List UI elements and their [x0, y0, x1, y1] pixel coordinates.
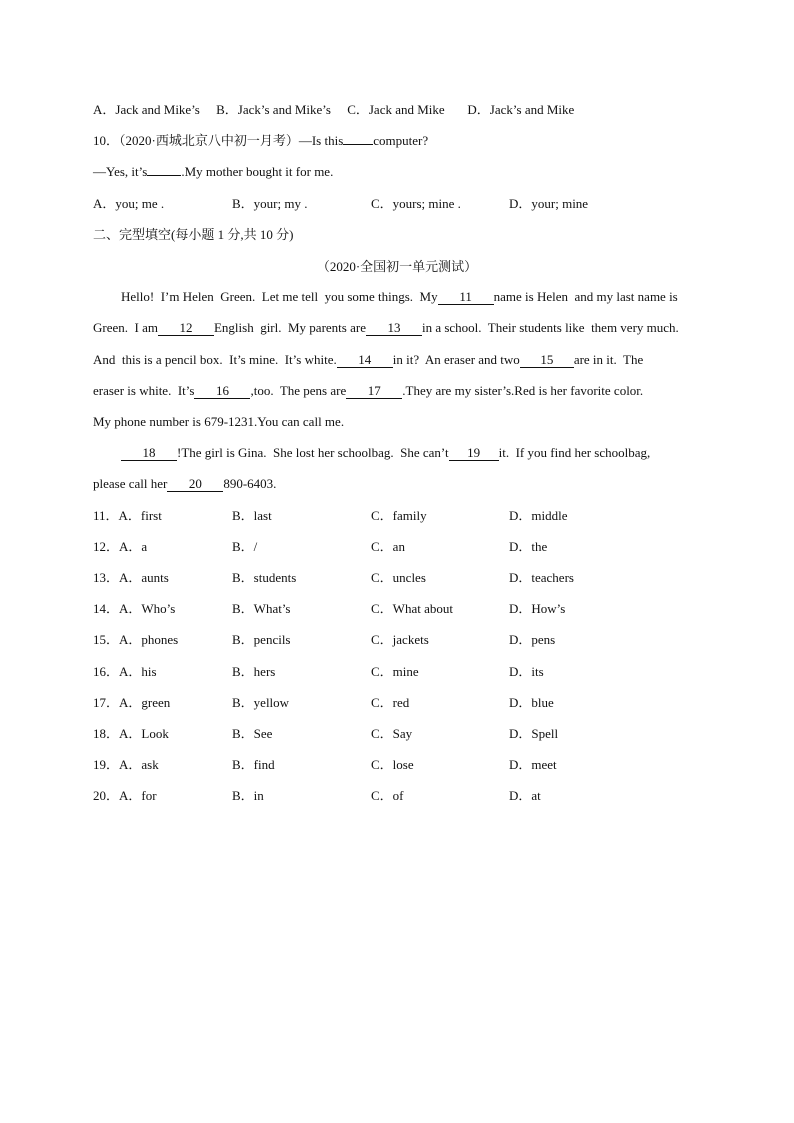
- question-option-a: 14．A．Who’s: [93, 601, 176, 616]
- question-option-b: B．find: [232, 757, 275, 772]
- question-option-c: C．family: [371, 508, 427, 523]
- question-option-d: D．at: [509, 788, 541, 803]
- question-row: [0, 507, 794, 525]
- question-option-b: B．students: [232, 570, 297, 585]
- question-option-c: C．uncles: [371, 570, 426, 585]
- question-option-c: C．an: [371, 539, 405, 554]
- question-row: [0, 725, 794, 743]
- passage-line-3: [93, 351, 643, 369]
- q10-blank-1: [343, 144, 373, 145]
- passage-line-2: [93, 319, 679, 337]
- blank-13: 13: [366, 320, 422, 336]
- question-row: [0, 569, 794, 587]
- question-option-c: C．What about: [371, 601, 453, 616]
- question-option-a: 15．A．phones: [93, 632, 179, 647]
- passage-text: ,too. The pens are: [250, 383, 347, 398]
- blank-11: 11: [438, 289, 494, 305]
- q10-option-b: B．your; my .: [232, 196, 308, 211]
- passage-text: eraser is white. It’s: [93, 383, 195, 398]
- passage-text: Green. I am: [93, 320, 158, 335]
- question-option-a: 17．A．green: [93, 695, 171, 710]
- passage-text: .They are my sister’s.Red is her favorite color.: [402, 383, 644, 398]
- q10-line2-after: .My mother bought it for me.: [181, 164, 334, 179]
- q10-option-d: D．your; mine: [509, 196, 589, 211]
- passage-line-5: My phone number is 679-1231.You can call me.: [93, 414, 345, 429]
- passage-line-6: [121, 444, 650, 462]
- question-option-a: 16．A．his: [93, 664, 157, 679]
- blank-15: 15: [520, 352, 574, 368]
- question-option-b: B．last: [232, 508, 272, 523]
- question-row: [0, 600, 794, 618]
- passage-text: And this is a pencil box. It’s mine. It’s white.: [93, 352, 337, 367]
- question-option-d: D．Spell: [509, 726, 559, 741]
- q10-prefix: 10．（2020·西城北京八中初一月考）—Is this: [93, 133, 344, 148]
- passage-text: in a school. Their students like them very much.: [421, 320, 679, 335]
- blank-19: 19: [449, 445, 499, 461]
- passage-text: 890-6403.: [223, 476, 277, 491]
- q10-option-a: A．you; me .: [93, 196, 165, 211]
- passage-text: it. If you find her schoolbag,: [498, 445, 651, 460]
- question-option-d: D．blue: [509, 695, 554, 710]
- question-row: [0, 538, 794, 556]
- question-option-a: 13．A．aunts: [93, 570, 169, 585]
- question-option-d: D．teachers: [509, 570, 574, 585]
- q10-options: [0, 195, 794, 213]
- question-row: [0, 694, 794, 712]
- blank-18: 18: [121, 445, 177, 461]
- question-option-d: D．How’s: [509, 601, 566, 616]
- blank-17: 17: [346, 383, 402, 399]
- question-option-a: 18．A．Look: [93, 726, 169, 741]
- question-option-b: B．/: [232, 539, 258, 554]
- question-option-b: B．in: [232, 788, 264, 803]
- question-option-c: C．of: [371, 788, 404, 803]
- question-row: [0, 787, 794, 805]
- passage-text: in it? An eraser and two: [392, 352, 520, 367]
- question-option-c: C．jackets: [371, 632, 429, 647]
- question-option-d: D．middle: [509, 508, 568, 523]
- question-option-b: B．yellow: [232, 695, 290, 710]
- question-option-c: C．Say: [371, 726, 413, 741]
- passage-line-7: [93, 475, 276, 493]
- question-option-b: B．What’s: [232, 601, 291, 616]
- blank-14: 14: [337, 352, 393, 368]
- passage-line-1: [121, 288, 678, 306]
- passage-text: are in it. The: [573, 352, 644, 367]
- question-option-d: D．meet: [509, 757, 557, 772]
- question-row: [0, 756, 794, 774]
- question-option-b: B．pencils: [232, 632, 291, 647]
- question-option-c: C．red: [371, 695, 410, 710]
- blank-12: 12: [158, 320, 214, 336]
- question-option-d: D．the: [509, 539, 548, 554]
- question-option-a: 11．A．first: [93, 508, 162, 523]
- blank-16: 16: [194, 383, 250, 399]
- passage-source: （2020·全国初一单元测试）: [316, 259, 478, 274]
- question-option-a: 20．A．for: [93, 788, 157, 803]
- question-option-d: D．its: [509, 664, 544, 679]
- question-option-d: D．pens: [509, 632, 556, 647]
- q10-blank-2: [147, 175, 181, 176]
- passage-line-4: [93, 382, 643, 400]
- question-option-a: 19．A．ask: [93, 757, 159, 772]
- q9-options: A．Jack and Mike’s B．Jack’s and Mike’s C．Jack and Mike D．Jack’s and Mike: [93, 102, 575, 117]
- question-option-a: 12．A．a: [93, 539, 148, 554]
- q10-response: [93, 163, 333, 181]
- passage-text: Hello! I’m Helen Green. Let me tell you some things. My: [121, 289, 438, 304]
- question-row: [0, 631, 794, 649]
- question-option-c: C．lose: [371, 757, 414, 772]
- q10-line2-prefix: —Yes, it’s: [93, 164, 148, 179]
- passage-text: please call her: [93, 476, 168, 491]
- blank-20: 20: [167, 476, 223, 492]
- q10-option-c: C．yours; mine .: [371, 196, 461, 211]
- passage-text: !The girl is Gina. She lost her schoolbag. She can’t: [177, 445, 449, 460]
- question-row: [0, 663, 794, 681]
- question-option-b: B．See: [232, 726, 273, 741]
- section-title: 二、完型填空(每小题 1 分,共 10 分): [93, 227, 294, 242]
- passage-text: name is Helen and my last name is: [493, 289, 678, 304]
- question-option-b: B．hers: [232, 664, 276, 679]
- q10-stem: [93, 132, 428, 150]
- question-option-c: C．mine: [371, 664, 419, 679]
- q10-after: computer?: [373, 133, 429, 148]
- passage-text: English girl. My parents are: [213, 320, 366, 335]
